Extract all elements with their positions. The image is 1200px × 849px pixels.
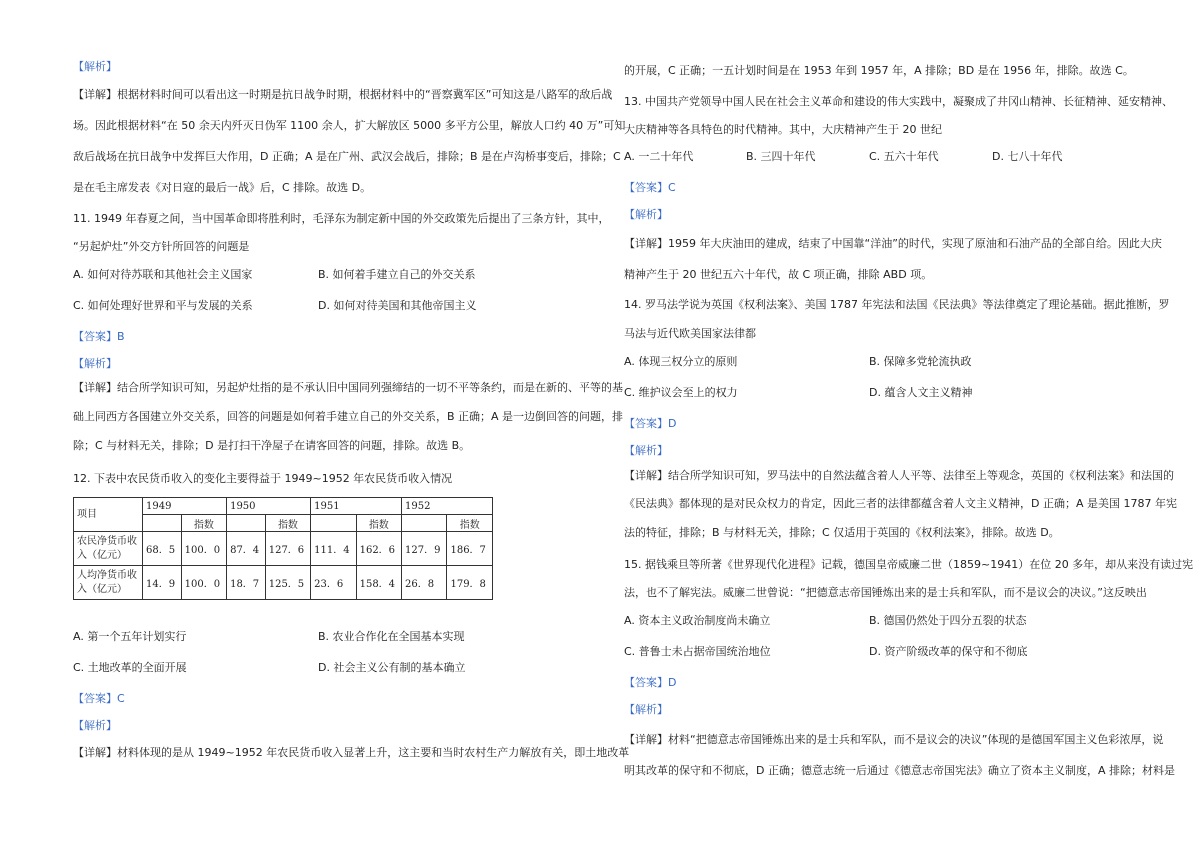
q13-stem-line: 13. 中国共产党领导中国人民在社会主义革命和建设的伟大实践中，凝聚成了井冈山精神、长征精神、延安精神、 xyxy=(624,95,1173,108)
table-index-label: 指数 xyxy=(181,515,226,532)
q12-answer: 【答案】C xyxy=(73,692,125,705)
q10-detail-line: 敌后战场在抗日战争中发挥巨大作用，D 正确；A 是在广州、武汉会战后，排除；B 是在卢沟桥事变后，排除；C xyxy=(73,150,621,163)
q15-stem-line: 法，也不了解宪法。威廉二世曾说：“把德意志帝国锤炼出来的是士兵和军队，而不是议会的决议。”这反映出 xyxy=(624,586,1147,599)
table-header-item: 项目 xyxy=(74,498,143,532)
table-cell: 26．8 xyxy=(402,566,447,600)
q14-option-b: B. 保障多党轮流执政 xyxy=(869,355,972,368)
q11-detail-line: 除；C 与材料无关，排除；D 是打扫干净屋子在请客回答的问题，排除。故选 B。 xyxy=(73,439,471,452)
q11-stem-line: “另起炉灶”外交方针所回答的问题是 xyxy=(73,240,250,253)
q13-detail-line: 【详解】1959 年大庆油田的建成，结束了中国靠“洋油”的时代，实现了原油和石油产品的全部自给。因此大庆 xyxy=(624,237,1162,250)
q12-option-a: A. 第一个五年计划实行 xyxy=(73,630,187,643)
q10-detail-line: 是在毛主席发表《对日寇的最后一战》后，C 排除。故选 D。 xyxy=(73,181,372,194)
table-index-label: 指数 xyxy=(356,515,401,532)
q13-stem-line: 大庆精神等各具特色的时代精神。其中，大庆精神产生于 20 世纪 xyxy=(624,123,942,136)
table-cell: 68．5 xyxy=(143,532,182,566)
q11-option-d: D. 如何对待美国和其他帝国主义 xyxy=(318,299,477,312)
table-cell: 100．0 xyxy=(181,532,226,566)
table-row xyxy=(74,566,493,600)
q15-stem-line: 15. 据钱乘旦等所著《世界现代化进程》记载，德国皇帝威廉二世（1859~1941）在位 20 多年，却从来没有读过宪 xyxy=(624,558,1194,571)
table-cell: 87．4 xyxy=(227,532,266,566)
q14-option-a: A. 体现三权分立的原则 xyxy=(624,355,738,368)
q12-option-c: C. 土地改革的全面开展 xyxy=(73,661,187,674)
table-year: 1950 xyxy=(227,498,311,515)
q15-analysis-tag: 【解析】 xyxy=(624,703,668,716)
q11-detail-line: 础上同西方各国建立外交关系，回答的问题是如何着手建立自己的外交关系，B 正确；A 是一边倒回答的问题，排 xyxy=(73,410,624,423)
q14-detail-line: 法的特征，排除；B 与材料无关，排除；C 仅适用于英国的《权利法案》，排除。故选 D。 xyxy=(624,526,1060,539)
q15-option-a: A. 资本主义政治制度尚未确立 xyxy=(624,614,771,627)
q13-analysis-tag: 【解析】 xyxy=(624,208,668,221)
q12-detail-line: 【详解】材料体现的是从 1949~1952 年农民货币收入显著上升，这主要和当时农村生产力解放有关，即土地改革 xyxy=(73,746,630,759)
table-year: 1952 xyxy=(402,498,493,515)
q13-answer: 【答案】C xyxy=(624,181,676,194)
q13-option-c: C. 五六十年代 xyxy=(869,150,939,163)
q10-detail-line: 【详解】根据材料时间可以看出这一时期是抗日战争时期，根据材料中的“晋察冀军区”可知这是八路军的敌后战 xyxy=(73,88,613,101)
q10-analysis-tag: 【解析】 xyxy=(73,60,117,73)
q11-option-c: C. 如何处理好世界和平与发展的关系 xyxy=(73,299,253,312)
table-cell: 179．8 xyxy=(447,566,493,600)
q15-detail-line: 明其改革的保守和不彻底，D 正确；德意志统一后通过《德意志帝国宪法》确立了资本主义制度，A 排除；材料是 xyxy=(624,764,1175,777)
q13-option-b: B. 三四十年代 xyxy=(746,150,816,163)
q14-option-d: D. 蕴含人文主义精神 xyxy=(869,386,973,399)
table-year: 1951 xyxy=(311,498,402,515)
q14-stem-line: 马法与近代欧美国家法律都 xyxy=(624,327,756,340)
q11-stem-line: 11. 1949 年春夏之间，当中国革命即将胜利时，毛泽东为制定新中国的外交政策先后提出了三条方针，其中， xyxy=(73,212,610,225)
q14-answer: 【答案】D xyxy=(624,417,677,430)
q14-option-c: C. 维护议会至上的权力 xyxy=(624,386,738,399)
q11-answer: 【答案】B xyxy=(73,330,125,343)
q15-answer: 【答案】D xyxy=(624,676,677,689)
table-index-label: 指数 xyxy=(447,515,493,532)
table-cell: 100．0 xyxy=(181,566,226,600)
q11-analysis-tag: 【解析】 xyxy=(73,357,117,370)
q13-option-a: A. 一二十年代 xyxy=(624,150,694,163)
table-cell: 18．7 xyxy=(227,566,266,600)
q14-detail-line: 【详解】结合所学知识可知，罗马法中的自然法蕴含着人人平等、法律至上等观念，英国的《权利法案》和法国的 xyxy=(624,469,1174,482)
q12-analysis-tag: 【解析】 xyxy=(73,719,117,732)
q13-option-d: D. 七八十年代 xyxy=(992,150,1063,163)
table-cell: 127．9 xyxy=(402,532,447,566)
table-year: 1949 xyxy=(143,498,227,515)
q11-option-b: B. 如何着手建立自己的外交关系 xyxy=(318,268,476,281)
table-cell: 23．6 xyxy=(311,566,356,600)
q10-detail-line: 场。因此根据材料“在 50 余天内歼灭日伪军 1100 余人，扩大解放区 5000 多平方公里，解放人口约 40 万”可知 xyxy=(73,119,626,132)
q11-option-a: A. 如何对待苏联和其他社会主义国家 xyxy=(73,268,253,281)
q12-stem: 12. 下表中农民货币收入的变化主要得益于 1949~1952 年农民货币收入情况 xyxy=(73,472,453,485)
q14-detail-line: 《民法典》都体现的是对民众权力的肯定，因此三者的法律都蕴含着人文主义精神，D 正确；A 是美国 1787 年宪 xyxy=(624,497,1177,510)
table-cell: 125．5 xyxy=(265,566,310,600)
q11-detail-line: 【详解】结合所学知识可知，另起炉灶指的是不承认旧中国同列强缔结的一切不平等条约，而是在新的、平等的基 xyxy=(73,381,623,394)
q15-detail-line: 【详解】材料“把德意志帝国锤炼出来的是士兵和军队，而不是议会的决议”体现的是德国军国主义色彩浓厚，说 xyxy=(624,733,1164,746)
q12-option-b: B. 农业合作化在全国基本实现 xyxy=(318,630,465,643)
table-index-label: 指数 xyxy=(265,515,310,532)
q14-stem-line: 14. 罗马法学说为英国《权利法案》、美国 1787 年宪法和法国《民法典》等法律奠定了理论基础。据此推断，罗 xyxy=(624,298,1170,311)
table-cell: 14．9 xyxy=(143,566,182,600)
q15-option-c: C. 普鲁士未占据帝国统治地位 xyxy=(624,645,771,658)
table-cell: 158．4 xyxy=(356,566,401,600)
q13-detail-line: 精神产生于 20 世纪五六十年代，故 C 项正确，排除 ABD 项。 xyxy=(624,268,933,281)
table-cell: 111．4 xyxy=(311,532,356,566)
table-cell: 186．7 xyxy=(447,532,493,566)
row-label: 农民净货币收入（亿元） xyxy=(74,532,143,566)
table-cell: 127．6 xyxy=(265,532,310,566)
q15-option-d: D. 资产阶级改革的保守和不彻底 xyxy=(869,645,1028,658)
q12-option-d: D. 社会主义公有制的基本确立 xyxy=(318,661,466,674)
income-table xyxy=(73,497,493,600)
table-cell: 162．6 xyxy=(356,532,401,566)
q15-option-b: B. 德国仍然处于四分五裂的状态 xyxy=(869,614,1027,627)
row-label: 人均净货币收入（亿元） xyxy=(74,566,143,600)
q14-analysis-tag: 【解析】 xyxy=(624,444,668,457)
table-row xyxy=(74,532,493,566)
q12-detail-continued: 的开展，C 正确；一五计划时间是在 1953 年到 1957 年，A 排除；BD 是在 1956 年，排除。故选 C。 xyxy=(624,64,1134,77)
